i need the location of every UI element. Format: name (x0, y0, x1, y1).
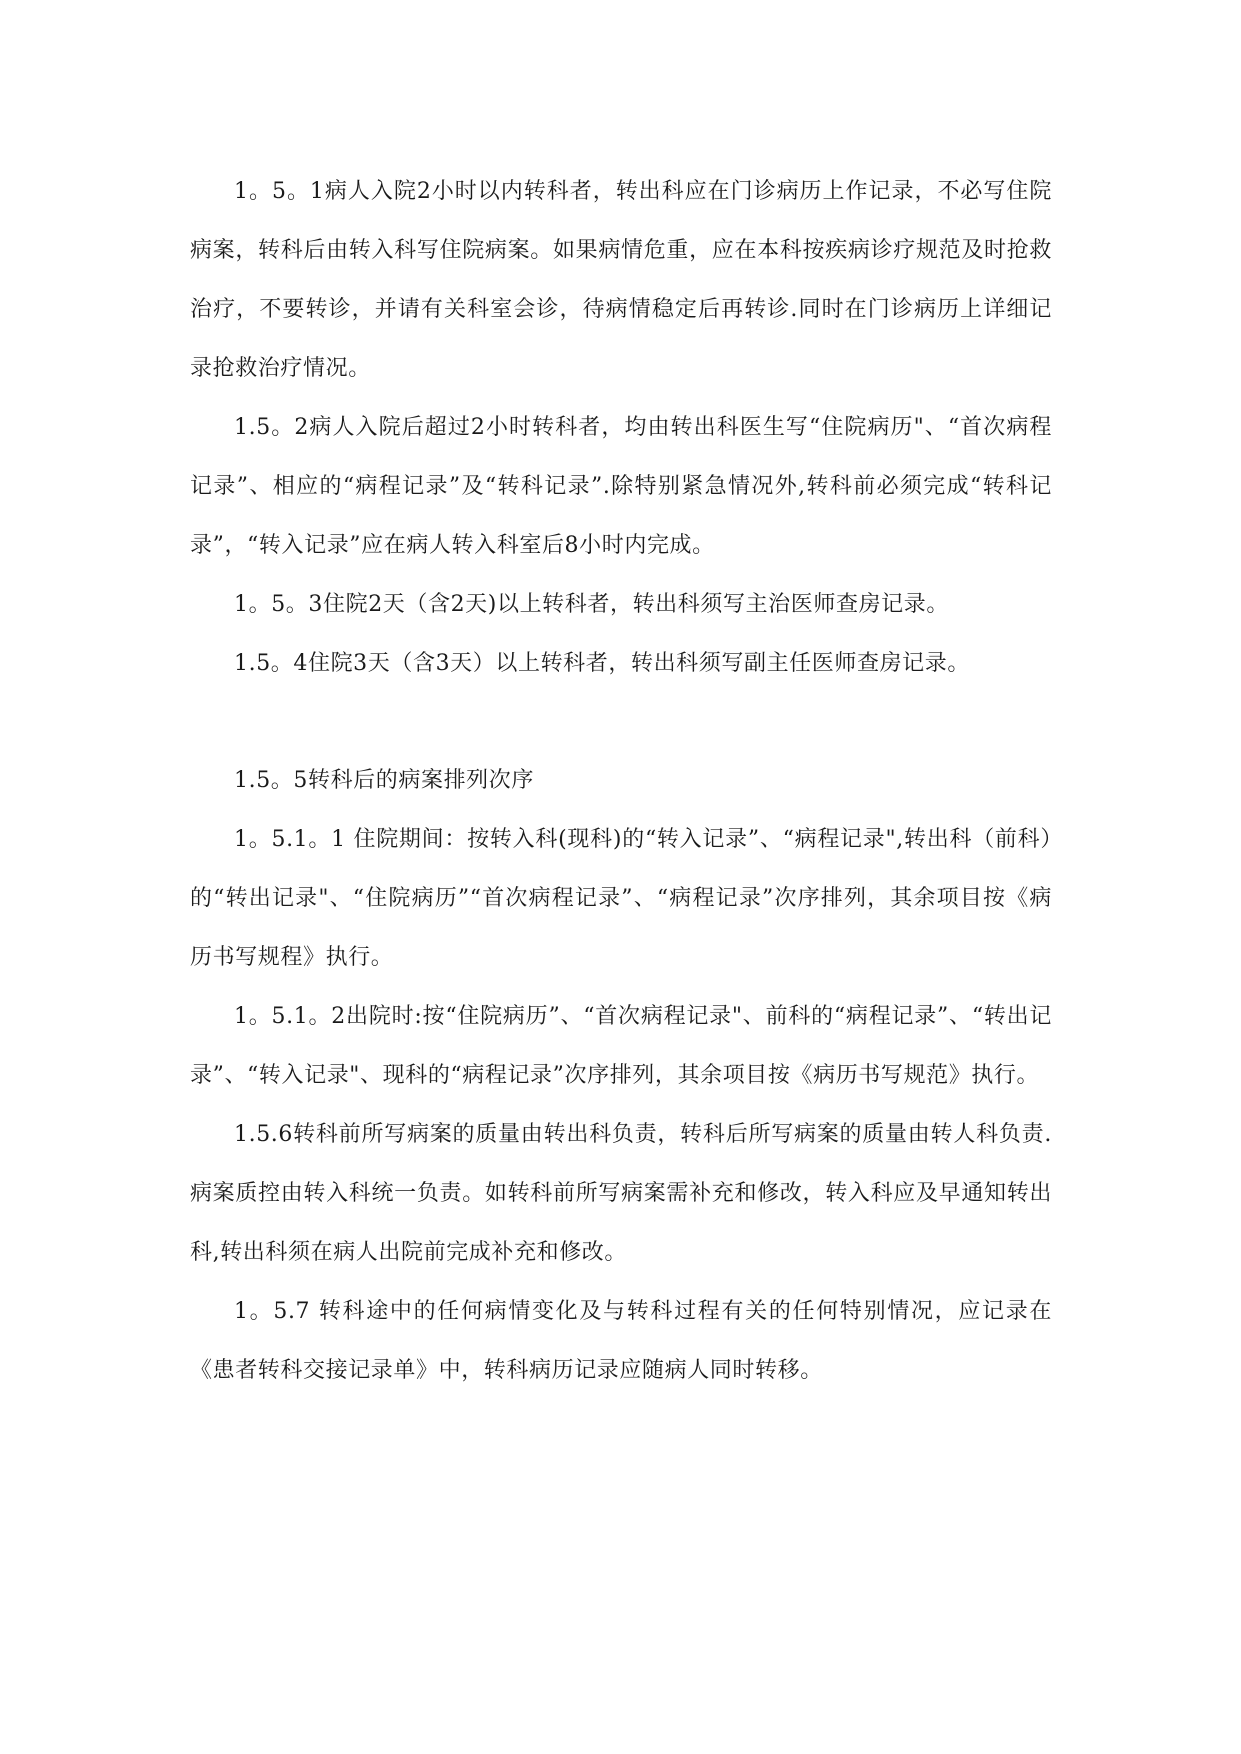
paragraph-1-5-4: 1.5。4住院3天（含3天）以上转科者，转出科须写副主任医师查房记录。 (234, 651, 970, 676)
paragraph-1-5-5-heading: 1.5。5转科后的病案排列次序 (234, 768, 534, 793)
paragraph-1-5-6: 1.5.6转科前所写病案的质量由转出科负责，转科后所写病案的质量由转人科负责.病案质控由转入科统一负责。如转科前所写病案需补充和修改，转入科应及早通知转出科,转出科须在病人出院前完成补充和修改。 (190, 1122, 1052, 1265)
paragraph-spacer (190, 693, 1052, 751)
paragraph-1-5-1: 1。5。1病人入院2小时以内转科者，转出科应在门诊病历上作记录，不必写住院病案，转科后由转入科写住院病案。如果病情危重，应在本科按疾病诊疗规范及时抢救治疗，不要转诊，并请有关科室会诊，待病情稳定后再转诊.同时在门诊病历上详细记录抢救治疗情况。 (190, 179, 1052, 381)
paragraph-1-5-3: 1。5。3住院2天（含2天)以上转科者，转出科须写主治医师查房记录。 (234, 592, 949, 617)
paragraph-1-5-1-1: 1。5.1。1 住院期间：按转入科(现科)的“转入记录”、“病程记录",转出科（前科）的“转出记录"、“住院病历”“首次病程记录”、“病程记录”次序排列，其余项目按《病历书写规程》执行。 (190, 827, 1052, 970)
paragraph-1-5-1-2: 1。5.1。2出院时:按“住院病历”、“首次病程记录"、前科的“病程记录”、“转出记录”、“转入记录"、现科的“病程记录”次序排列，其余项目按《病历书写规范》执行。 (190, 1004, 1052, 1088)
document-body (190, 162, 1052, 1400)
paragraph-1-5-7: 1。5.7 转科途中的任何病情变化及与转科过程有关的任何特别情况，应记录在《患者转科交接记录单》中，转科病历记录应随病人同时转移。 (190, 1299, 1052, 1383)
paragraph-1-5-2: 1.5。2病人入院后超过2小时转科者，均由转出科医生写“住院病历"、“首次病程记录”、相应的“病程记录”及“转科记录”.除特别紧急情况外,转科前必须完成“转科记录”，“转入记录”应在病人转入科室后8小时内完成。 (190, 415, 1052, 558)
